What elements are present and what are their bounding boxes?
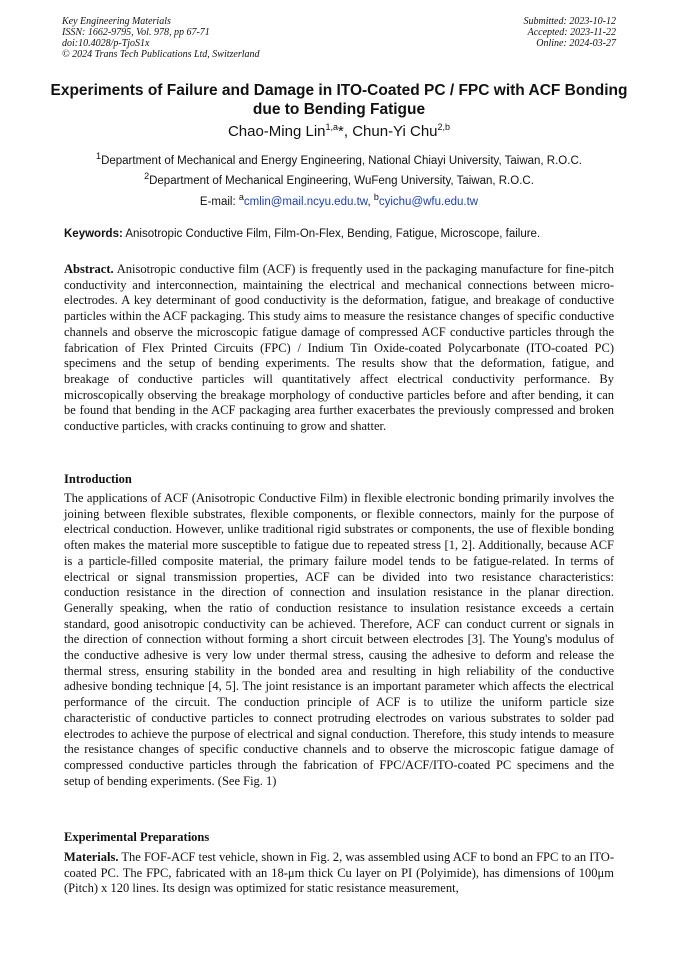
email-link-a[interactable]: cmlin@mail.ncyu.edu.tw bbox=[243, 195, 368, 208]
abstract-text: Anisotropic conductive film (ACF) is frequently used in the packaging manufacture for fine-pitch conductivity and interconnection, maintaining the electrical and mechanical connections between micro-electrodes. A key determinant of good conductivity is the deformation, fatigue, and breakage of conductive particles within the ACF packaging. This study aims to measure the resistance changes of specific conductive channels and observe the microscopic fatigue damage of compressed ACF conductive particles through the fabrication of Flex Printed Circuits (FPC) / Indium Tin Oxide-coated Polycarbonate (ITO-coated PC) specimens and the setup of bending experiments. The results show that the deformation, fatigue, and breakage of conductive particles will quantitatively affect electrical conductivity performance. By microscopically observing the breakage morphology of conductive particles before and after bending, it can be found that bending in the ACF packaging area further exacerbates the previously compressed and broken conductive particles, with cracks continuing to grow and shatter. bbox=[64, 262, 614, 434]
affiliation-marker: 1 bbox=[96, 151, 102, 161]
email-marker: a bbox=[238, 192, 244, 202]
doi-link[interactable]: doi:10.4028/p-TjoS1x bbox=[62, 38, 150, 49]
author-affiliation-marker: 1,a bbox=[325, 122, 339, 132]
affiliation-text: Department of Mechanical and Energy Engineering, National Chiayi University, Taiwan, R.O.C. bbox=[101, 154, 582, 167]
copyright-notice: © 2024 Trans Tech Publications Ltd, Switzerland bbox=[62, 49, 260, 60]
introduction-paragraph: The applications of ACF (Anisotropic Conductive Film) in flexible electronic bonding primarily involves the joining between flexible substrates, flexible components, or flexible connectors, mainly for the purpose of electrical conduction. However, unlike traditional rigid substrates or components, the use of flexible bonding often makes the material more susceptible to fatigue due to repeated stress [1, 2]. Additionally, because ACF is a particle-filled composite material, the primary failure model tends to be fatigue-related. In terms of electrical or signal transmission properties, ACF can be divided into two resistance characteristics: conduction resistance in the direction of connection and insulation resistance in the planar direction. Generally speaking, when the ratio of conduction resistance to insulation resistance exceeds a certain standard, good anisotropic conductivity can be achieved. Therefore, ACF can conduct current or signals in the direction of connection without forming a short circuit between electrodes [3]. The Young's modulus of the conductive adhesive is very low under thermal stress, causing the adhesive to deform and release the thermal stress, ensuring stability in the bonded area and resulting in high reliability of the conductive adhesive bonding technique [4, 5]. The joint resistance is an important parameter which affects the electrical performance of the circuit. The conduction principle of ACF is to utilize the uniform particle size characteristic of conductive particles to connect protruding electrodes on various substrates to solder pad electrodes to achieve the purpose of electrical and signal conduction. Therefore, this study intends to measure the resistance changes of specific conductive channels and to observe the microscopic fatigue damage of compressed conductive particles through the fabrication of FPC/ACF/ITO-coated PC specimens and the setup of bending experiments. (See Fig. 1) bbox=[64, 491, 614, 788]
keywords-line bbox=[64, 228, 624, 240]
email-separator: , bbox=[367, 195, 374, 208]
author-name: Chun-Yi Chu bbox=[352, 123, 438, 140]
materials-paragraph bbox=[64, 850, 614, 897]
issn-info: ISSN: 1662-9795, Vol. 978, pp 67-71 bbox=[62, 27, 210, 38]
introduction-heading: Introduction bbox=[64, 472, 132, 486]
publication-info bbox=[62, 16, 260, 60]
email-link-b[interactable]: cyichu@wfu.edu.tw bbox=[378, 195, 479, 208]
affiliation-1 bbox=[20, 151, 658, 167]
materials-label: Materials. bbox=[64, 850, 119, 864]
keywords-label: Keywords: bbox=[64, 228, 123, 240]
journal-name: Key Engineering Materials bbox=[62, 16, 171, 27]
online-date: Online: 2024-03-27 bbox=[536, 38, 616, 49]
experimental-heading: Experimental Preparations bbox=[64, 830, 210, 844]
affiliation-text: Department of Mechanical Engineering, WuFeng University, Taiwan, R.O.C. bbox=[149, 174, 534, 187]
email-line bbox=[20, 192, 658, 208]
submitted-date: Submitted: 2023-10-12 bbox=[523, 16, 616, 27]
author-affiliation-marker: 2,b bbox=[437, 122, 451, 132]
email-label: E-mail: bbox=[199, 195, 239, 208]
publication-dates bbox=[524, 16, 617, 49]
keywords-text: Anisotropic Conductive Film, Film-On-Flex, Bending, Fatigue, Microscope, failure. bbox=[122, 228, 541, 240]
accepted-date: Accepted: 2023-11-22 bbox=[527, 27, 616, 38]
email-marker: b bbox=[373, 192, 379, 202]
materials-text: The FOF-ACF test vehicle, shown in Fig. 2, was assembled using ACF to bond an FPC to an ITO-coated PC. The FPC, fabricated with an 18-μm thick Cu layer on PI (Polyimide), has dimensions of 100μm (Pitch) x 120 lines. Its design was optimized for static resistance measurement, bbox=[64, 850, 614, 896]
author-name: Chao-Ming Lin bbox=[227, 123, 326, 140]
abstract-paragraph bbox=[64, 262, 614, 435]
abstract-label: Abstract. bbox=[64, 262, 114, 276]
affiliation-2 bbox=[20, 171, 658, 187]
author-line bbox=[40, 122, 638, 140]
corresponding-author-marker: *, bbox=[338, 123, 353, 140]
affiliation-marker: 2 bbox=[144, 171, 150, 181]
paper-title: Experiments of Failure and Damage in ITO-Coated PC / FPC with ACF Bonding due to Bending Fatigue bbox=[50, 82, 628, 118]
